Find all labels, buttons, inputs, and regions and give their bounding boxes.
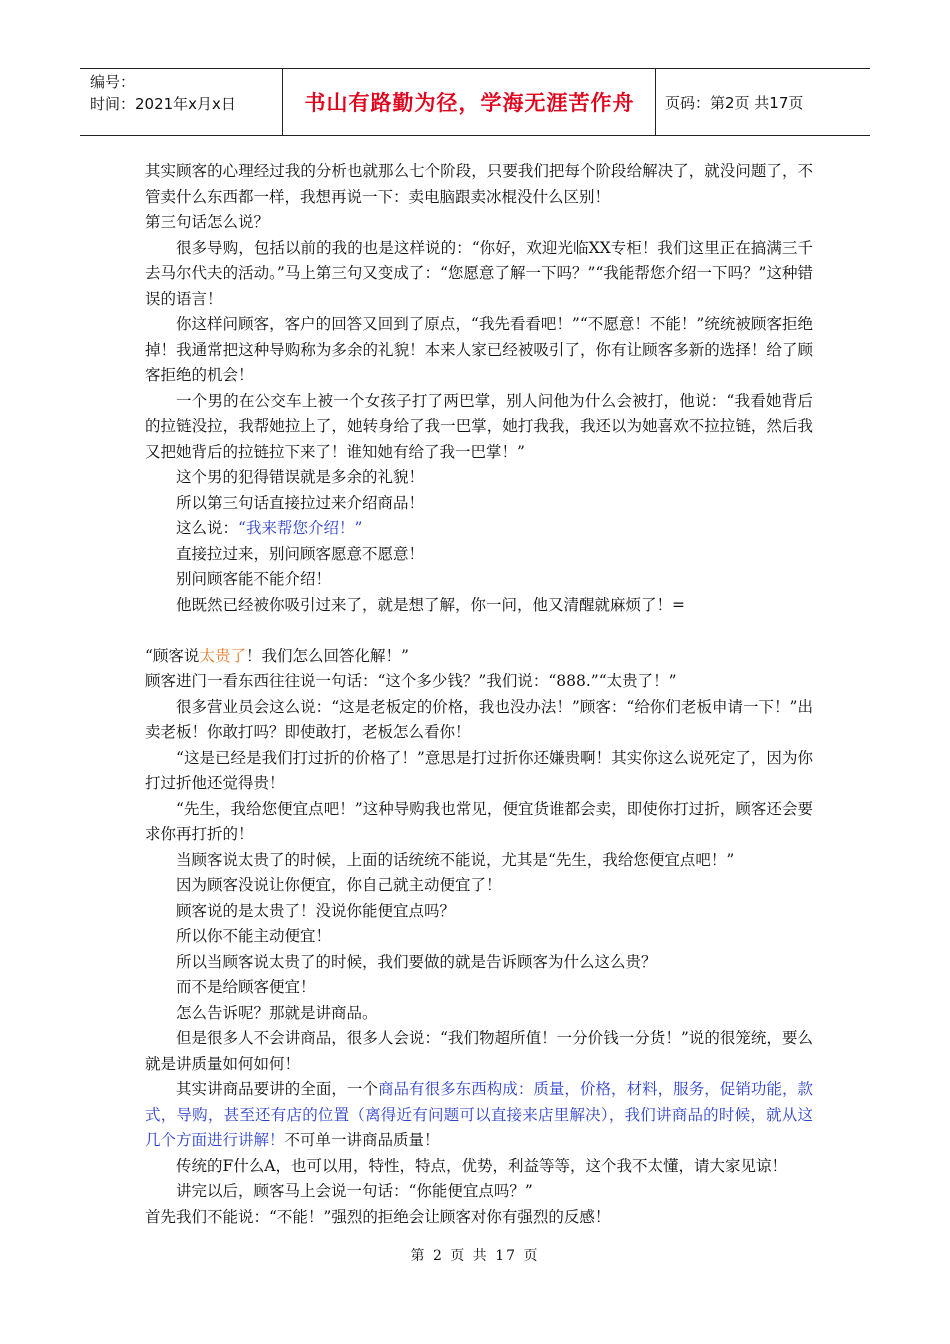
paragraph-text: 其实顾客的心理经过我的分析也就那么七个阶段，只要我们把每个阶段给解决了，就没问题了，不管卖什么东西都一样，我想再说一下：卖电脑跟卖冰棍没什么区别！ [145, 162, 813, 206]
header-motto: 书山有路勤为径，学海无涯苦作舟 [304, 91, 635, 115]
paragraph [145, 542, 813, 568]
header-meta [90, 71, 280, 115]
paragraph-text: 这个男的犯得错误就是多余的礼貌！ [176, 468, 425, 486]
header-divider [655, 69, 656, 135]
paragraph-text: 他既然已经被你吸引过来了，就是想了解，你一问，他又清醒就麻烦了！= [176, 595, 685, 614]
paragraph-text: 所以你不能主动便宜！ [176, 927, 332, 945]
paragraph [145, 746, 813, 797]
paragraph [145, 516, 813, 542]
paragraph-text: 而不是给顾客便宜！ [176, 978, 316, 996]
paragraph-text: 所以当顾客说太贵了的时候，我们要做的就是告诉顾客为什么这么贵？ [176, 952, 657, 971]
paragraph [145, 210, 813, 236]
paragraph [145, 1205, 813, 1231]
paragraph [145, 1179, 813, 1205]
paragraph-text: 顾客进门一看东西往往说一句话：“这个多少钱？”我们说：“888.”“太贵了！” [145, 672, 677, 690]
paragraph [145, 1001, 813, 1027]
paragraph [145, 950, 813, 976]
highlight-text: “我来帮您介绍！” [238, 519, 363, 537]
paragraph [145, 644, 813, 670]
paragraph-text: “顾客说 [145, 646, 200, 665]
paragraph [145, 899, 813, 925]
paragraph [145, 567, 813, 593]
paragraph-text: “这是已经是我们打过折的价格了！”意思是打过折你还嫌贵啊！其实你这么说死定了，因为你打过折他还觉得贵！ [145, 748, 813, 792]
paragraph-text: 讲完以后，顾客马上会说一句话：“你能便宜点吗？” [176, 1182, 533, 1200]
paragraph [145, 1026, 813, 1077]
paragraph [145, 873, 813, 899]
paragraph [145, 924, 813, 950]
paragraph-text: 首先我们不能说：“不能！”强烈的拒绝会让顾客对你有强烈的反感！ [145, 1207, 611, 1226]
paragraph [145, 669, 813, 695]
paragraph [145, 797, 813, 848]
paragraph [145, 848, 813, 874]
paragraph-text: 很多导购，包括以前的我的也是这样说的：“你好，欢迎光临XX专柜！我们这里正在搞满三千去马尔代夫的活动。”马上第三句又变成了：“您愿意了解一下吗？”“我能帮您介绍一下吗？”这种错误的语言！ [145, 238, 813, 308]
paragraph-text: “先生，我给您便宜点吧！”这种导购我也常见，便宜货谁都会卖，即使你打过折，顾客还会要求你再打折的！ [145, 799, 813, 843]
paragraph-text: 这么说： [176, 519, 239, 537]
paragraph-text: 不可单一讲商品质量！ [284, 1131, 440, 1149]
paragraph-text: 所以第三句话直接拉过来介绍商品！ [176, 493, 425, 512]
paragraph [145, 389, 813, 466]
page-footer: 第 2 页 共 17 页 [410, 1248, 540, 1264]
highlight-text: 太贵了 [199, 646, 246, 665]
paragraph-text: 但是很多人不会讲商品，很多人会说：“我们物超所值！一分价钱一分货！”说的很笼统，要么就是讲质量如何如何！ [145, 1029, 813, 1073]
paragraph [145, 695, 813, 746]
paragraph [145, 312, 813, 389]
paragraph [145, 491, 813, 517]
document-time-label: 时间：2021年x月x日 [90, 95, 236, 113]
paragraph-text: 你这样问顾客，客户的回答又回到了原点，“我先看看吧！”“不愿意！不能！”统统被顾客拒绝掉！我通常把这种导购称为多余的礼貌！本来人家已经被吸引了，你有让顾客多新的选择！给了顾客拒绝的机会！ [145, 315, 813, 384]
paragraph [145, 593, 813, 619]
paragraph-text: 顾客说的是太贵了！没说你能便宜点吗？ [176, 901, 456, 920]
document-number-label: 编号： [90, 73, 136, 91]
paragraph-text: 传统的F什么A，也可以用，特性，特点，优势，利益等等，这个我不太懂，请大家见谅！ [176, 1156, 787, 1175]
paragraph [145, 236, 813, 313]
document-body [145, 159, 813, 1230]
paragraph [145, 975, 813, 1001]
paragraph-text: ！我们怎么回答化解！” [245, 646, 409, 665]
paragraph-text: 其实讲商品要讲的全面，一个 [176, 1080, 378, 1098]
paragraph-text: 别问顾客能不能介绍！ [176, 570, 332, 588]
paragraph-text: 当顾客说太贵了的时候，上面的话统统不能说，尤其是“先生，我给您便宜点吧！” [176, 850, 735, 869]
paragraph [145, 1077, 813, 1154]
paragraph [145, 465, 813, 491]
header-divider [282, 69, 283, 135]
paragraph-text: 很多营业员会这么说：“这是老板定的价格，我也没办法！”顾客：“给你们老板申请一下！”出卖老板！你敢打吗？即使敢打，老板怎么看你！ [145, 697, 813, 741]
paragraph [145, 1154, 813, 1180]
page-header [80, 68, 870, 136]
header-page-info: 页码：第2页 共17页 [665, 93, 804, 112]
paragraph-text: 怎么告诉呢？那就是讲商品。 [176, 1003, 378, 1022]
paragraph [145, 159, 813, 210]
paragraph-text: 因为顾客没说让你便宜，你自己就主动便宜了！ [176, 876, 502, 894]
paragraph-text: 第三句话怎么说？ [145, 213, 270, 231]
paragraph-text: 直接拉过来，别问顾客愿意不愿意！ [176, 544, 425, 563]
highlight-text: 商品有很多东西构成：质量，价格，材料，服务，促销功能，款式，导购，甚至还有店的位置（离得近有问题可以直接来店里解决），我们讲商品的时候，就从这几个方面进行讲解！ [145, 1080, 813, 1149]
paragraph-text: 一个男的在公交车上被一个女孩子打了两巴掌，别人问他为什么会被打，他说：“我看她背后的拉链没拉，我帮她拉上了，她转身给了我一巴掌，她打我我，我还以为她喜欢不拉拉链，然后我又把她背后的拉链拉下来了！谁知她有给了我一巴掌！” [145, 391, 813, 461]
blank-line [145, 618, 813, 644]
